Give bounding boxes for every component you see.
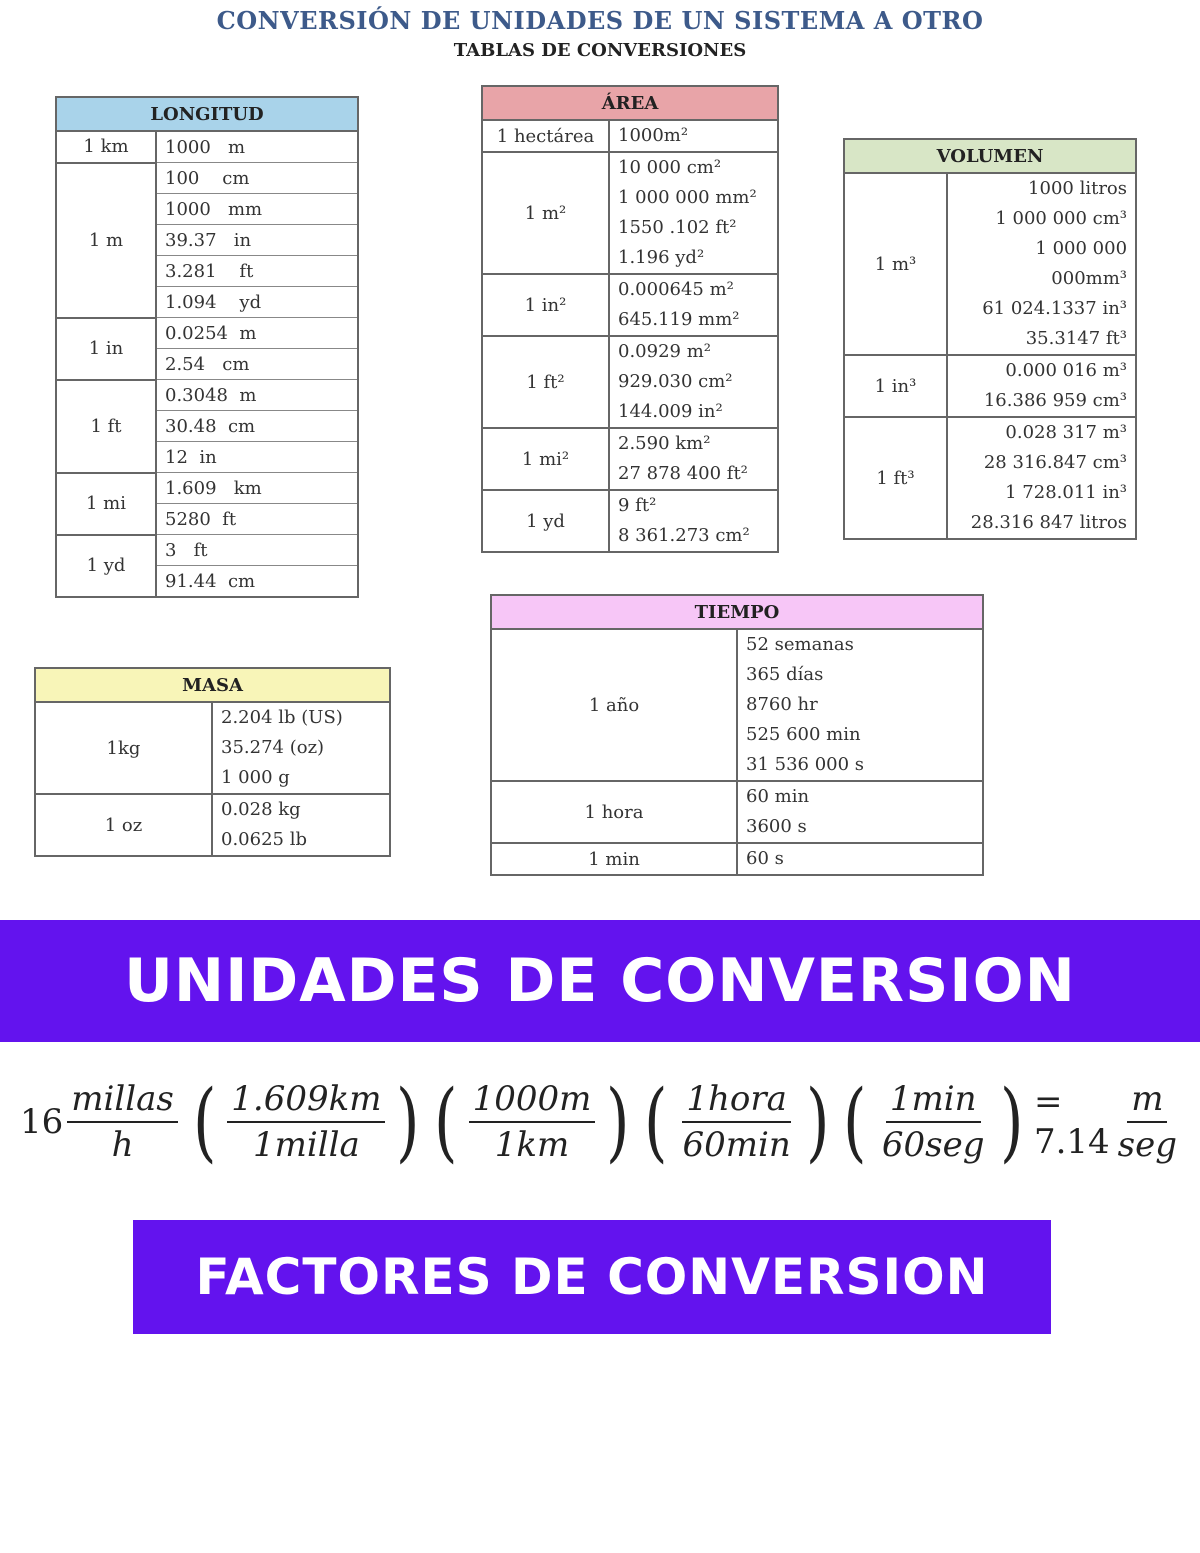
unit-cell: 1 in xyxy=(56,318,156,380)
table-row xyxy=(482,428,778,490)
value-line: 2.590 km² xyxy=(618,433,711,454)
page-title: CONVERSIÓN DE UNIDADES DE UN SISTEMA A OTRO xyxy=(216,6,984,35)
value-cell xyxy=(609,490,778,552)
table-row xyxy=(491,781,983,843)
table-row xyxy=(482,274,778,336)
unidades-banner: UNIDADES DE CONVERSION xyxy=(0,920,1200,1042)
value-cell: 1000 m xyxy=(156,131,358,163)
area-table xyxy=(481,85,779,553)
value-line: 16.386 959 cm³ xyxy=(983,390,1128,411)
value-line: 27 878 400 ft² xyxy=(618,463,748,484)
tiempo-body xyxy=(491,629,983,875)
value-line: 000mm³ xyxy=(1051,268,1128,289)
value-line: 1000m² xyxy=(618,125,689,146)
value-cell: 30.48 cm xyxy=(156,411,358,442)
unit-cell: 1 km xyxy=(56,131,156,163)
factor-num: 1.609km xyxy=(227,1079,385,1123)
table-row xyxy=(35,794,390,856)
value-line: 0.028 317 m³ xyxy=(1005,422,1128,443)
factor-den: 1km xyxy=(494,1125,570,1165)
paren-open: ( xyxy=(843,1072,867,1172)
value-cell xyxy=(737,843,983,875)
value-cell: 12 in xyxy=(156,442,358,473)
tiempo-title: TIEMPO xyxy=(491,595,983,629)
value-line: 525 600 min xyxy=(746,724,861,745)
formula-lead-fraction xyxy=(67,1079,178,1165)
formula-equals: = 7.14 xyxy=(1033,1082,1110,1162)
value-cell xyxy=(947,173,1136,355)
longitud-body xyxy=(56,131,358,597)
paren-close: ) xyxy=(396,1072,420,1172)
value-line: 60 s xyxy=(746,848,784,869)
factor-num: 1hora xyxy=(682,1079,791,1123)
table-row xyxy=(844,173,1136,355)
value-line: 61 024.1337 in³ xyxy=(982,298,1128,319)
unit-cell: 1 yd xyxy=(482,490,609,552)
value-cell: 5280 ft xyxy=(156,504,358,535)
value-line: 60 min xyxy=(746,786,810,807)
unit-cell: 1 in² xyxy=(482,274,609,336)
paren-close: ) xyxy=(606,1072,630,1172)
unit-cell: 1kg xyxy=(35,702,212,794)
table-row xyxy=(56,380,358,411)
value-cell: 1000 mm xyxy=(156,194,358,225)
masa-title: MASA xyxy=(35,668,390,702)
formula-factor xyxy=(679,1079,795,1165)
value-cell xyxy=(737,629,983,781)
unit-cell: 1 yd xyxy=(56,535,156,598)
volumen-body xyxy=(844,173,1136,539)
unit-cell: 1 hora xyxy=(491,781,737,843)
unit-cell: 1 min xyxy=(491,843,737,875)
paren-close: ) xyxy=(805,1072,830,1172)
value-cell xyxy=(947,417,1136,539)
formula-result-fraction xyxy=(1114,1079,1181,1165)
factor-num: 1min xyxy=(886,1079,981,1123)
value-line: 35.3147 ft³ xyxy=(1025,328,1128,349)
value-line: 1000 litros xyxy=(1028,178,1128,199)
unit-cell: 1 hectárea xyxy=(482,120,609,152)
formula-lead-num: millas xyxy=(67,1079,178,1123)
value-cell: 39.37 in xyxy=(156,225,358,256)
value-line: 645.119 mm² xyxy=(618,309,740,330)
value-line: 0.000645 m² xyxy=(618,279,734,300)
tiempo-table xyxy=(490,594,984,876)
factor-den: 1milla xyxy=(252,1125,360,1165)
factor-den: 60seg xyxy=(881,1125,985,1165)
value-line: 1 000 g xyxy=(221,767,290,788)
table-row xyxy=(482,490,778,552)
value-line: 52 semanas xyxy=(746,634,854,655)
masa-body xyxy=(35,702,390,856)
value-line: 0.000 016 m³ xyxy=(1005,360,1128,381)
value-line: 0.028 kg xyxy=(221,799,301,820)
value-cell: 0.3048 m xyxy=(156,380,358,411)
table-row xyxy=(56,535,358,566)
unit-cell: 1 m² xyxy=(482,152,609,274)
value-line: 3600 s xyxy=(746,816,807,837)
factor-den: 60min xyxy=(682,1125,791,1165)
formula-lead-den: h xyxy=(111,1125,134,1165)
unit-cell: 1 ft² xyxy=(482,336,609,428)
table-row xyxy=(844,417,1136,539)
masa-table xyxy=(34,667,391,857)
value-line: 1 000 000 cm³ xyxy=(995,208,1128,229)
formula-result-num: m xyxy=(1127,1079,1167,1123)
unit-cell: 1 mi² xyxy=(482,428,609,490)
value-cell: 2.54 cm xyxy=(156,349,358,380)
table-row xyxy=(491,629,983,781)
value-line: 8760 hr xyxy=(746,694,818,715)
table-row xyxy=(56,473,358,504)
value-cell: 3 ft xyxy=(156,535,358,566)
value-line: 365 días xyxy=(746,664,824,685)
value-cell xyxy=(609,428,778,490)
value-line: 929.030 cm² xyxy=(618,371,733,392)
table-row xyxy=(35,702,390,794)
unit-cell: 1 ft³ xyxy=(844,417,947,539)
conversion-formula xyxy=(20,1072,1185,1172)
value-line: 35.274 (oz) xyxy=(221,737,325,758)
value-cell xyxy=(609,274,778,336)
paren-open: ( xyxy=(192,1072,217,1172)
value-cell xyxy=(609,152,778,274)
table-row xyxy=(482,120,778,152)
unit-cell: 1 año xyxy=(491,629,737,781)
value-line: 9 ft² xyxy=(618,495,657,516)
value-line: 2.204 lb (US) xyxy=(221,707,343,728)
page-subtitle: TABLAS DE CONVERSIONES xyxy=(453,40,747,61)
table-row xyxy=(482,152,778,274)
table-row xyxy=(56,163,358,194)
table-row xyxy=(844,355,1136,417)
value-cell: 91.44 cm xyxy=(156,566,358,598)
value-cell: 100 cm xyxy=(156,163,358,194)
unit-cell: 1 m xyxy=(56,163,156,318)
value-cell xyxy=(609,336,778,428)
table-row xyxy=(491,843,983,875)
value-line: 1550 .102 ft² xyxy=(618,217,737,238)
unit-cell: 1 m³ xyxy=(844,173,947,355)
formula-factor xyxy=(469,1079,596,1165)
unit-cell: 1 in³ xyxy=(844,355,947,417)
value-cell xyxy=(609,120,778,152)
area-title: ÁREA xyxy=(482,86,778,120)
value-cell xyxy=(212,794,390,856)
value-line: 1 000 000 xyxy=(1035,238,1128,259)
longitud-title: LONGITUD xyxy=(56,97,358,131)
value-cell: 0.0254 m xyxy=(156,318,358,349)
paren-close: ) xyxy=(999,1072,1024,1172)
table-row xyxy=(482,336,778,428)
value-line: 10 000 cm² xyxy=(618,157,722,178)
factores-banner: FACTORES DE CONVERSION xyxy=(133,1220,1051,1334)
formula-lead: 16 xyxy=(20,1102,64,1142)
formula-result-den: seg xyxy=(1117,1125,1177,1165)
value-line: 1 728.011 in³ xyxy=(1005,482,1128,503)
volumen-title: VOLUMEN xyxy=(844,139,1136,173)
formula-factor xyxy=(878,1079,989,1165)
value-line: 1 000 000 mm² xyxy=(618,187,757,208)
longitud-table xyxy=(55,96,359,598)
value-cell xyxy=(947,355,1136,417)
unit-cell: 1 ft xyxy=(56,380,156,473)
value-line: 28.316 847 litros xyxy=(970,512,1128,533)
formula-factor xyxy=(227,1079,385,1165)
value-line: 144.009 in² xyxy=(618,401,723,422)
value-cell xyxy=(737,781,983,843)
table-row xyxy=(56,318,358,349)
factor-num: 1000m xyxy=(469,1079,596,1123)
paren-open: ( xyxy=(643,1072,668,1172)
value-cell: 1.609 km xyxy=(156,473,358,504)
value-cell: 3.281 ft xyxy=(156,256,358,287)
value-line: 0.0929 m² xyxy=(618,341,711,362)
value-line: 28 316.847 cm³ xyxy=(983,452,1128,473)
value-cell: 1.094 yd xyxy=(156,287,358,318)
unit-cell: 1 oz xyxy=(35,794,212,856)
volumen-table xyxy=(843,138,1137,540)
unit-cell: 1 mi xyxy=(56,473,156,535)
value-line: 0.0625 lb xyxy=(221,829,307,850)
value-line: 31 536 000 s xyxy=(746,754,865,775)
paren-open: ( xyxy=(434,1072,458,1172)
area-body xyxy=(482,120,778,552)
value-cell xyxy=(212,702,390,794)
value-line: 1.196 yd² xyxy=(618,247,705,268)
table-row xyxy=(56,131,358,163)
value-line: 8 361.273 cm² xyxy=(618,525,750,546)
